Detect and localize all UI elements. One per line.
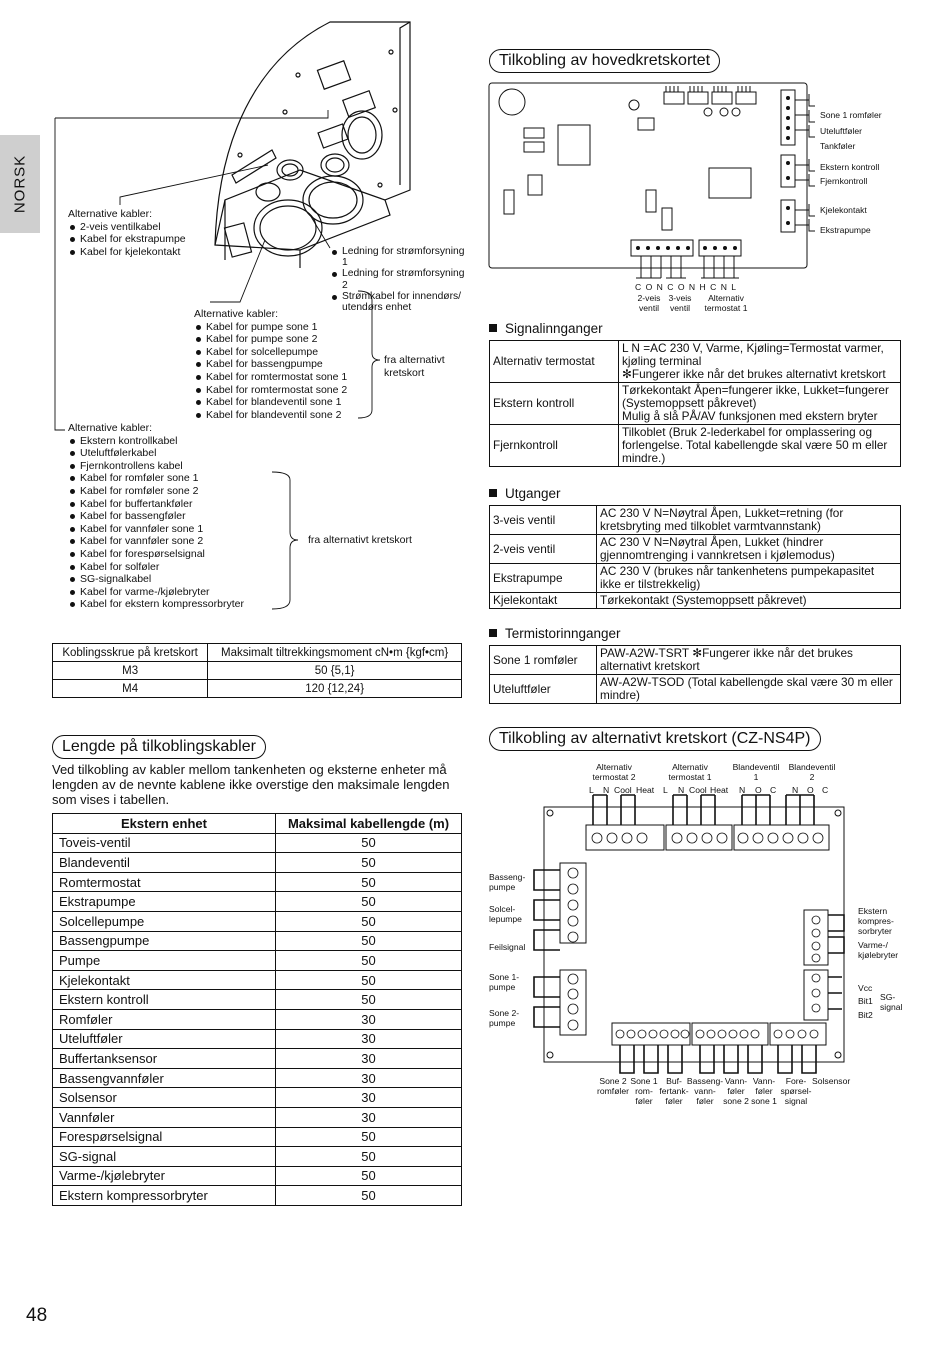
- torque-table: [52, 643, 462, 698]
- table-cell: PAW-A2W-TSRT ✻Fungerer ikke når det brukes alternativt kretskort: [597, 646, 901, 675]
- from-optional-pcb-note: fra alternativt kretskort: [308, 534, 412, 546]
- table-cell: 50: [276, 853, 462, 873]
- pcb-label: Tankføler: [820, 141, 856, 151]
- pcb-label: Sone 2 romføler: [597, 1076, 629, 1096]
- pcb-label: Sone 1 romføler: [820, 110, 882, 120]
- pcb-label: Alternativ termostat 2: [592, 762, 636, 782]
- pcb-label: Feilsignal: [489, 942, 526, 952]
- alt-cables-group-2: [194, 308, 347, 421]
- table-row: [53, 990, 462, 1010]
- pcb-label: Alternativ termostat 1: [668, 762, 712, 782]
- table-cell: 50: [276, 990, 462, 1010]
- cable-item: Kabel for blandeventil sone 1: [194, 396, 347, 409]
- pin-label: Bit1: [858, 996, 873, 1006]
- pin-label: N: [603, 785, 610, 795]
- table-cell: Uteluftføler: [53, 1029, 276, 1049]
- signal-inputs-table: [489, 340, 901, 467]
- pin-label: O: [807, 785, 814, 795]
- cable-item: Kabel for romføler sone 1: [68, 472, 244, 485]
- table-cell: 50: [276, 892, 462, 912]
- outputs-table: [489, 505, 901, 609]
- table-row: [53, 853, 462, 873]
- pcb-label: Vann- føler sone 1: [751, 1076, 777, 1106]
- table-row: [490, 675, 901, 704]
- table-row: [53, 951, 462, 971]
- table-row: [53, 1049, 462, 1069]
- table-cell: Fjernkontroll: [490, 425, 619, 467]
- cable-item: Kabel for vannføler sone 1: [68, 523, 244, 536]
- table-cell: 3-veis ventil: [490, 506, 597, 535]
- pcb-label: Fjernkontroll: [820, 176, 868, 186]
- pcb-label: Ekstern kompres- sorbryter: [858, 906, 894, 936]
- power-cables-callout: [330, 246, 470, 313]
- table-row: [53, 1009, 462, 1029]
- pcb-label: Solcel- lepumpe: [489, 904, 522, 924]
- table-cell: Tilkoblet (Bruk 2-lederkabel for omplassering og forlengelse. Total kabellengde skal være 50 m eller mindre.): [619, 425, 901, 467]
- cable-item: Kabel for solcellepumpe: [194, 346, 347, 359]
- thermistor-inputs-table: [489, 645, 901, 704]
- cable-item: Kabel for varme-/kjølebryter: [68, 586, 244, 599]
- table-cell: Ekstern kontroll: [53, 990, 276, 1010]
- table-row: [53, 892, 462, 912]
- table-cell: Bassengvannføler: [53, 1068, 276, 1088]
- table-cell: Ekstern kontroll: [490, 383, 619, 425]
- table-cell: SG-signal: [53, 1147, 276, 1167]
- table-cell: L N =AC 230 V, Varme, Kjøling=Termostat varmer, kjøling terminal ✻Fungerer ikke når det brukes alternativt kretskort: [619, 341, 901, 383]
- table-row: [490, 341, 901, 383]
- table-cell: Forespørselsignal: [53, 1127, 276, 1147]
- pcb-label: Solsensor: [812, 1076, 851, 1086]
- table-cell: 50: [276, 931, 462, 951]
- cable-item: Kabel for ekstern kompressorbryter: [68, 598, 244, 611]
- table-cell: Pumpe: [53, 951, 276, 971]
- table-row: [53, 1186, 462, 1206]
- cable-item: SG-signalkabel: [68, 573, 244, 586]
- pcb-label: Ekstrapumpe: [820, 225, 871, 235]
- pin-label: L: [589, 785, 594, 795]
- table-cell: M4: [53, 680, 208, 698]
- table-cell: Sone 1 romføler: [490, 646, 597, 675]
- table-cell: Blandeventil: [53, 853, 276, 873]
- cable-item: Kabel for romtermostat sone 2: [194, 384, 347, 397]
- pin-label: C: [770, 785, 777, 795]
- table-cell: 30: [276, 1068, 462, 1088]
- table-row: [53, 662, 462, 680]
- table-cell: Vannføler: [53, 1107, 276, 1127]
- from-optional-pcb-note: fra alternativt kretskort: [384, 354, 445, 379]
- table-row: [490, 383, 901, 425]
- alt-cables-group-3: [68, 422, 244, 611]
- table-row: [53, 1068, 462, 1088]
- cable-item: Kabel for solføler: [68, 561, 244, 574]
- cable-item: Fjernkontrollens kabel: [68, 460, 244, 473]
- table-cell: 30: [276, 1088, 462, 1108]
- table-cell: 30: [276, 1009, 462, 1029]
- table-cell: Romtermostat: [53, 872, 276, 892]
- table-cell: Tørkekontakt (Systemoppsett påkrevet): [597, 593, 901, 609]
- table-row: [490, 646, 901, 675]
- pcb-label: Sone 1-pumpe: [489, 972, 520, 992]
- signal-inputs-title: Signalinnganger: [489, 321, 603, 336]
- optional-pcb-diagram: [486, 755, 896, 1115]
- cable-item: Kabel for forespørselsignal: [68, 548, 244, 561]
- table-cell: Bassengpumpe: [53, 931, 276, 951]
- cable-length-rows: [53, 833, 462, 1205]
- table-cell: 50: [276, 872, 462, 892]
- table-cell: 50: [276, 951, 462, 971]
- pin-label: Heat: [710, 785, 729, 795]
- pin-label: N: [739, 785, 746, 795]
- table-row: [53, 970, 462, 990]
- alt-cables-title: Alternative kabler:: [194, 308, 279, 320]
- table-cell: 30: [276, 1049, 462, 1069]
- table-cell: Solsensor: [53, 1088, 276, 1108]
- table-cell: 50: [276, 970, 462, 990]
- table-row: [53, 1147, 462, 1167]
- page-number: 48: [26, 1305, 48, 1326]
- pcb-label: Vann- føler sone 2: [723, 1076, 749, 1106]
- pin-label: Heat: [636, 785, 655, 795]
- pin-label: N: [792, 785, 799, 795]
- cable-item: Ekstern kontrollkabel: [68, 435, 244, 448]
- language-tab-label: NORSK: [11, 154, 29, 214]
- table-cell: 30: [276, 1029, 462, 1049]
- pcb-label: 2-veis ventil: [637, 293, 661, 313]
- table-cell: Tørkekontakt Åpen=fungerer ikke, Lukket=fungerer (Systemoppsett påkrevet) Mulig å slå PÅ/AV funksjonen med ekstern bryter: [619, 383, 901, 425]
- pin-label: Vcc: [858, 983, 873, 993]
- table-cell: 120 {12,24}: [208, 680, 462, 698]
- table-cell: AW-A2W-TSOD (Total kabellengde skal være 30 m eller mindre): [597, 675, 901, 704]
- table-cell: Varme-/kjølebryter: [53, 1166, 276, 1186]
- pcb-label: Uteluftføler: [820, 126, 863, 136]
- table-cell: 50: [276, 1127, 462, 1147]
- cable-item: Kabel for romføler sone 2: [68, 485, 244, 498]
- table-row: [53, 911, 462, 931]
- pin-label: Bit2: [858, 1010, 873, 1020]
- pin-label: Cool: [614, 785, 632, 795]
- table-cell: Buffertanksensor: [53, 1049, 276, 1069]
- pcb-label: SG- signal: [880, 992, 903, 1012]
- pcb-label: Alternativ termostat 1: [704, 293, 748, 313]
- table-header: Maksimal kabellengde (m): [276, 814, 462, 834]
- table-row: [53, 1088, 462, 1108]
- cable-item: Strømkabel for innendørs/ utendørs enhet: [330, 291, 470, 313]
- table-cell: Ekstern kompressorbryter: [53, 1186, 276, 1206]
- table-row: [53, 833, 462, 853]
- cable-item: Kabel for vannføler sone 2: [68, 535, 244, 548]
- pcb-label: Ekstern kontroll: [820, 162, 880, 172]
- table-cell: Ekstrapumpe: [53, 892, 276, 912]
- table-cell: 50 {5,1}: [208, 662, 462, 680]
- thermistor-inputs-title: Termistorinnganger: [489, 626, 621, 641]
- cable-item: Kabel for blandeventil sone 2: [194, 409, 347, 422]
- cable-item: Kabel for pumpe sone 1: [194, 321, 347, 334]
- table-row: [490, 506, 901, 535]
- cable-item: Kabel for bassengføler: [68, 510, 244, 523]
- table-cell: AC 230 V N=Nøytral Åpen, Lukket=retning (for kretsbryting med tilkoblet varmtvannstank): [597, 506, 901, 535]
- table-cell: Kjelekontakt: [53, 970, 276, 990]
- table-cell: Ekstrapumpe: [490, 564, 597, 593]
- pcb-label: Fore- spørsel- signal: [780, 1076, 812, 1106]
- cable-item: Kabel for bassengpumpe: [194, 358, 347, 371]
- pin-label: C: [822, 785, 829, 795]
- table-row: [490, 593, 901, 609]
- cable-item: 2-veis ventilkabel: [68, 221, 186, 234]
- table-cell: Romføler: [53, 1009, 276, 1029]
- pin-label: Cool: [689, 785, 707, 795]
- cable-length-table: [52, 813, 462, 1206]
- table-row: [490, 564, 901, 593]
- table-cell: M3: [53, 662, 208, 680]
- table-cell: Toveis-ventil: [53, 833, 276, 853]
- alt-cables-group-1: [68, 208, 186, 258]
- table-cell: 50: [276, 1147, 462, 1167]
- alt-cables-title: Alternative kabler:: [68, 422, 153, 434]
- table-cell: Solcellepumpe: [53, 911, 276, 931]
- pcb-label: Buf- fertank- føler: [659, 1076, 689, 1106]
- table-cell: AC 230 V (brukes når tankenhetens pumpekapasitet ikke er tilstrekkelig): [597, 564, 901, 593]
- alt-cables-title: Alternative kabler:: [68, 208, 153, 220]
- cable-item: Kabel for pumpe sone 2: [194, 333, 347, 346]
- table-cell: 50: [276, 833, 462, 853]
- table-row: [53, 1107, 462, 1127]
- cable-item: Kabel for buffertankføler: [68, 498, 244, 511]
- cable-item: Ledning for strømforsyning 1: [330, 246, 470, 268]
- cable-length-heading: Lengde på tilkoblingskabler: [52, 735, 266, 759]
- table-cell: Kjelekontakt: [490, 593, 597, 609]
- table-cell: AC 230 V N=Nøytral Åpen, Lukket (hindrer gjennomtrenging i vannkretsen i kjølemodus): [597, 535, 901, 564]
- table-cell: 50: [276, 1166, 462, 1186]
- table-row: [53, 872, 462, 892]
- pin-label: O: [755, 785, 762, 795]
- outputs-title: Utganger: [489, 486, 561, 501]
- table-cell: Uteluftføler: [490, 675, 597, 704]
- table-header: Maksimalt tiltrekkingsmoment cN•m {kgf•cm}: [208, 644, 462, 662]
- table-header: Ekstern enhet: [53, 814, 276, 834]
- cable-item: Kabel for kjelekontakt: [68, 246, 186, 259]
- table-row: [53, 680, 462, 698]
- pcb-label: Blandeventil 2: [788, 762, 836, 782]
- table-row: [490, 535, 901, 564]
- pcb-label: Basseng- pumpe: [489, 872, 526, 892]
- table-cell: 30: [276, 1107, 462, 1127]
- main-pcb-heading: Tilkobling av hovedkretskortet: [489, 49, 720, 73]
- pcb-label: Basseng- vann- føler: [686, 1076, 724, 1106]
- table-row: [53, 931, 462, 951]
- pcb-label: Sone 1 rom- føler: [630, 1076, 658, 1106]
- pcb-label: Varme-/ kjølebryter: [858, 940, 899, 960]
- cable-item: Uteluftfølerkabel: [68, 447, 244, 460]
- pin-label: L: [663, 785, 668, 795]
- table-row: [53, 1127, 462, 1147]
- table-row: [53, 1166, 462, 1186]
- table-cell: 50: [276, 1186, 462, 1206]
- table-row: [490, 425, 901, 467]
- pin-label: N: [678, 785, 685, 795]
- pcb-label: Kjelekontakt: [820, 205, 867, 215]
- cable-item: Kabel for romtermostat sone 1: [194, 371, 347, 384]
- pcb-pin-labels: C O N C O N H C N L: [635, 282, 738, 292]
- pcb-label: 3-veis ventil: [668, 293, 692, 313]
- table-header: Koblingsskrue på kretskort: [53, 644, 208, 662]
- table-cell: 50: [276, 911, 462, 931]
- cable-item: Kabel for ekstrapumpe: [68, 233, 186, 246]
- pcb-label: Sone 2-pumpe: [489, 1008, 520, 1028]
- cable-length-intro: Ved tilkobling av kabler mellom tankenheten og eksterne enheter må lengden av de nevnte kablene ikke overstige den maksimale lengden som vises i tabellen.: [52, 762, 450, 807]
- optional-pcb-heading: Tilkobling av alternativt kretskort (CZ-NS4P): [489, 727, 821, 751]
- cable-item: Ledning for strømforsyning 2: [330, 268, 470, 290]
- pcb-label: Blandeventil 1: [732, 762, 780, 782]
- table-row: [53, 1029, 462, 1049]
- table-cell: 2-veis ventil: [490, 535, 597, 564]
- table-cell: Alternativ termostat: [490, 341, 619, 383]
